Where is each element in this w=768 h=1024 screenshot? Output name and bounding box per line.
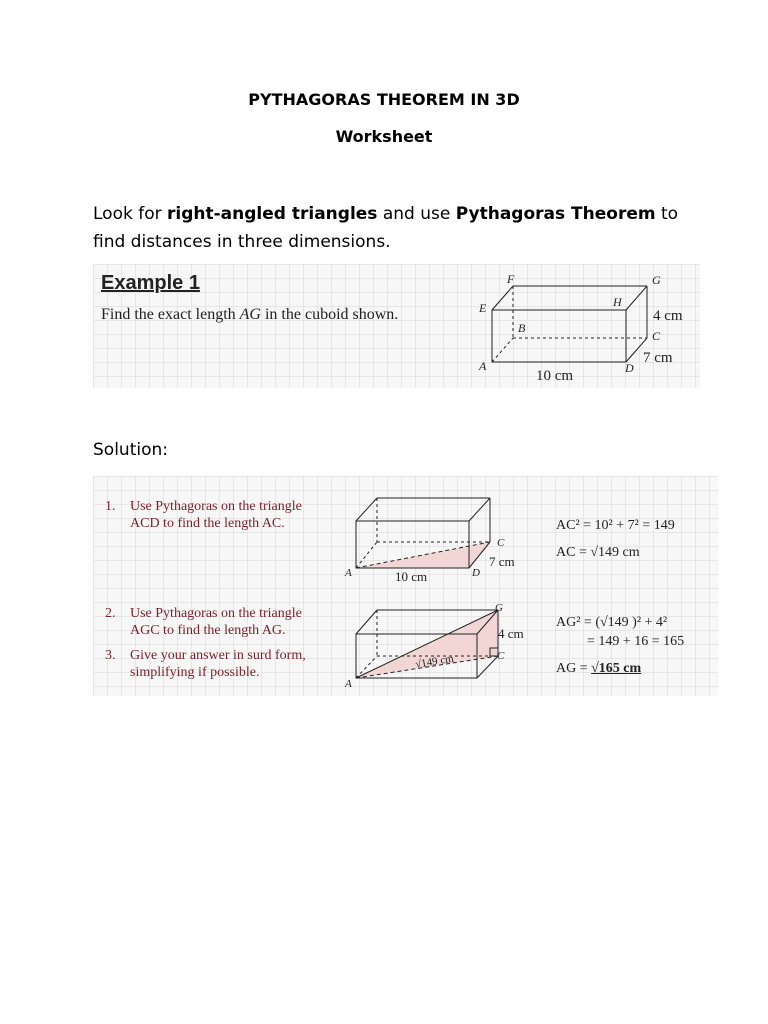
triangle-acd-shade [356, 542, 490, 568]
label-depth: 7 cm [643, 350, 673, 366]
label-d: D [625, 361, 634, 375]
step-3-text: Give your answer in surd form, simplifying if possible. [130, 648, 306, 680]
step-2-text: Use Pythagoras on the triangle AGC to find the length AG. [130, 606, 302, 638]
diagram-2 [344, 602, 524, 690]
d2-label-g: G [495, 602, 503, 614]
math-line-5-prefix: AG = [556, 661, 592, 676]
intro-text-2: and use [377, 204, 456, 224]
example-heading: Example 1 [101, 272, 200, 294]
label-a: A [479, 359, 487, 373]
d2-label-a: A [345, 678, 352, 690]
intro-bold-2: Pythagoras Theorem [455, 204, 656, 224]
d1-label-depth: 7 cm [489, 554, 515, 569]
solution-panel [93, 476, 718, 696]
math-line-1: AC² = 10² + 7² = 149 [556, 518, 675, 533]
label-b: B [518, 321, 526, 335]
example-question-text-1: Find the exact length [101, 306, 240, 323]
label-h: H [613, 295, 622, 309]
d2-label-diag: √149 cm [414, 652, 455, 671]
cuboid-front-face [492, 310, 626, 362]
math-line-3: AG² = (√149 )² + 4² [556, 615, 668, 630]
math-line-4: = 149 + 16 = 165 [587, 634, 685, 649]
step-2-number: 2. [105, 606, 116, 621]
example-question-text-2: in the cuboid shown. [260, 306, 399, 323]
label-e: E [479, 301, 487, 315]
step-1-number: 1. [105, 499, 116, 514]
step-3-number: 3. [105, 648, 116, 663]
intro-paragraph [93, 200, 693, 256]
label-length: 10 cm [536, 368, 574, 384]
d2-label-height: 4 cm [498, 626, 524, 641]
label-c: C [652, 329, 661, 343]
cuboid-hidden-ab [492, 338, 513, 362]
solution-label: Solution: [93, 440, 168, 460]
page-title: PYTHAGORAS THEOREM IN 3D [248, 90, 520, 109]
example-question-var: AG [239, 306, 261, 323]
math-line-2: AC = √149 cm [556, 545, 640, 560]
intro-bold-1: right-angled triangles [167, 204, 378, 224]
step-1-text: Use Pythagoras on the triangle ACD to find the length AC. [130, 499, 302, 531]
intro-text-3: to find distances in three dimensions. [93, 204, 679, 252]
label-g: G [652, 273, 661, 287]
d1-label-a: A [345, 567, 352, 579]
d1-label-d: D [472, 567, 480, 579]
d2-label-c: C [497, 650, 505, 662]
cuboid-diagram [93, 264, 700, 388]
diagram-1 [344, 498, 515, 584]
final-answer: √165 cm [591, 661, 642, 676]
d1-label-c: C [497, 537, 505, 549]
example-1-panel [93, 264, 700, 388]
d1-label-length: 10 cm [395, 569, 428, 584]
page-subtitle: Worksheet [335, 127, 433, 146]
math-line-5 [556, 661, 641, 677]
cuboid-edge-ef [492, 286, 513, 310]
label-height: 4 cm [653, 308, 683, 324]
label-f: F [507, 272, 515, 286]
intro-text-1: Look for [93, 204, 168, 224]
cuboid-edge-hg [626, 286, 647, 310]
